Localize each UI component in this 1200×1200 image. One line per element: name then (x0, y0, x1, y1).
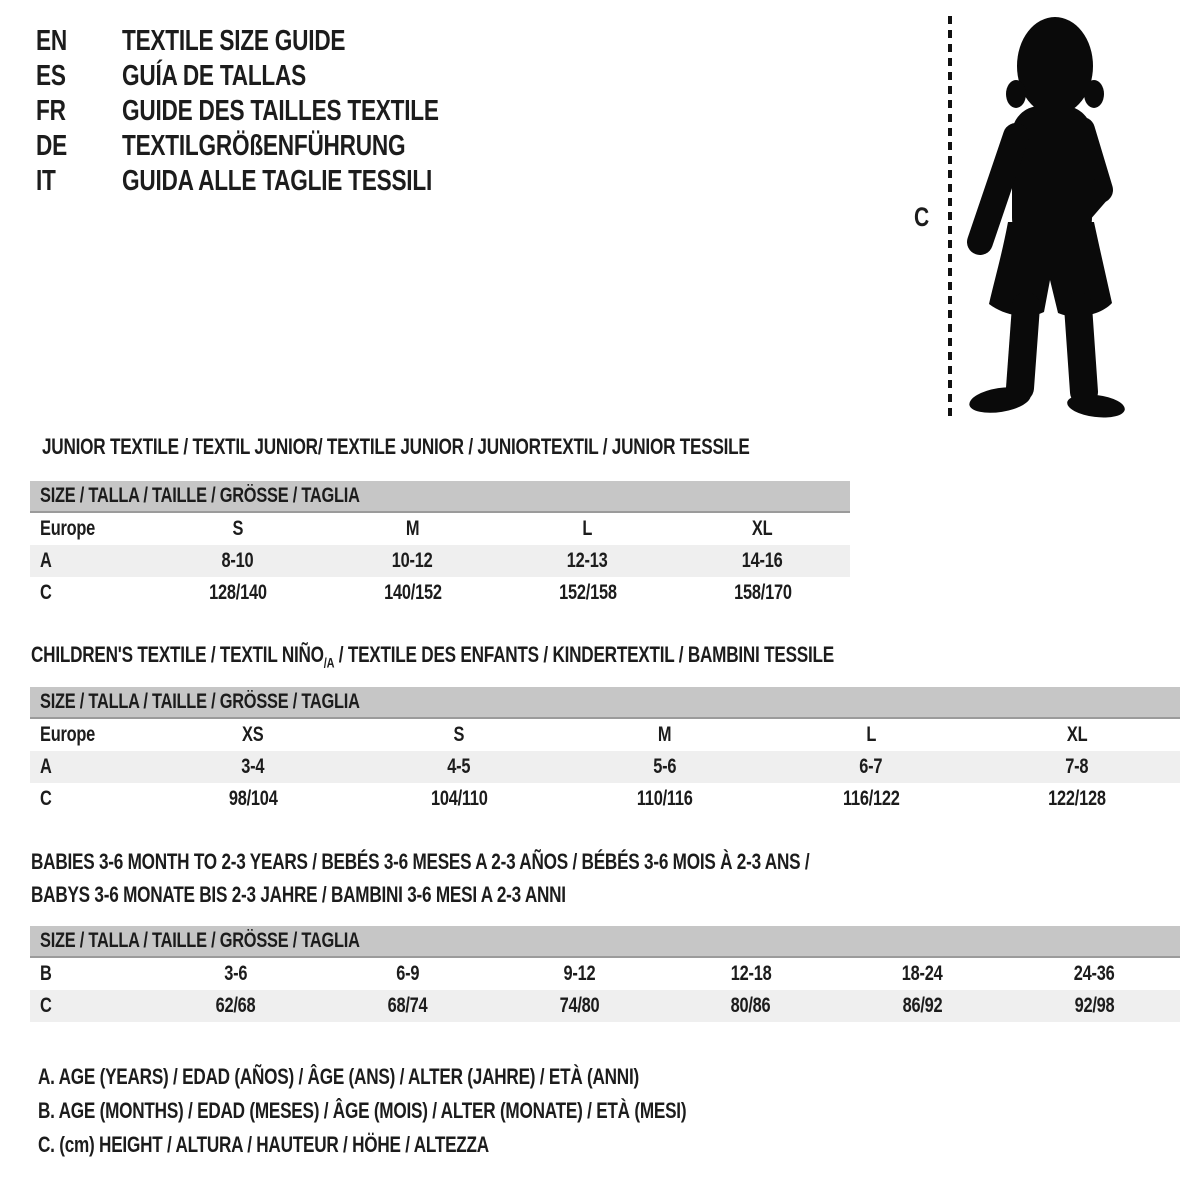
cell: 12-18 (730, 962, 772, 985)
cell: 122/128 (1048, 787, 1106, 810)
guide-title: TEXTILGRÖßENFÜHRUNG (122, 130, 406, 162)
table-header-row (30, 926, 1180, 957)
list-item (36, 129, 528, 164)
language-code: DE (36, 130, 67, 162)
cell: XS (242, 723, 264, 746)
size-header-bar: SIZE / TALLA / TAILLE / GRÖSSE / TAGLIA (30, 926, 1180, 957)
measurement-legend (38, 1064, 869, 1166)
cell: 5-6 (562, 751, 768, 783)
cell: 62/68 (150, 990, 322, 1022)
table-row-height (30, 783, 1180, 815)
size-header-bar: SIZE / TALLA / TAILLE / GRÖSSE / TAGLIA (30, 481, 850, 512)
cell: 116/122 (842, 787, 900, 810)
cell: 3-6 (224, 962, 248, 985)
legend-age-months: B. AGE (MONTHS) / EDAD (MESES) / ÂGE (MOIS) / ALTER (MONATE) / ETÀ (MESI) (38, 1098, 687, 1123)
cell: 24-36 (1073, 962, 1115, 985)
table-row-age (30, 751, 1180, 783)
language-title-list (36, 24, 528, 199)
table-row-europe (30, 718, 1180, 751)
cell: L (866, 723, 876, 746)
legend-age-years: A. AGE (YEARS) / EDAD (AÑOS) / ÂGE (ANS) / ALTER (JAHRE) / ETÀ (ANNI) (38, 1064, 639, 1089)
junior-size-table (30, 481, 850, 609)
guide-title: GUIDA ALLE TAGLIE TESSILI (122, 165, 433, 197)
guide-title: GUÍA DE TALLAS (122, 60, 306, 92)
cell: XL (752, 517, 773, 540)
row-label: Europe (40, 723, 96, 746)
title-subscript: /A (323, 654, 335, 671)
children-section-title: CHILDREN'S TEXTILE / TEXTIL $NIÑO_{/A}$ / TEXTILE DES ENFANTS / KINDERTEXTIL / BAMBINI TESSILE (31, 642, 834, 671)
cell: 18-24 (902, 962, 943, 985)
list-item (36, 164, 528, 199)
row-label: C (40, 581, 52, 604)
cell: 8-10 (150, 545, 325, 577)
cell: 110/116 (637, 787, 693, 810)
cell: 6-7 (768, 751, 974, 783)
babies-size-table (30, 926, 1180, 1022)
language-code: IT (36, 165, 56, 197)
cell: S (453, 723, 465, 746)
cell: 3-4 (150, 751, 356, 783)
size-header-bar: SIZE / TALLA / TAILLE / GRÖSSE / TAGLIA (30, 687, 1180, 718)
cell: 140/152 (383, 581, 442, 604)
cell: 128/140 (208, 581, 267, 604)
row-label: C (30, 990, 150, 1022)
cell: 6-9 (395, 962, 419, 985)
guide-title: TEXTILE SIZE GUIDE (122, 25, 346, 57)
cell: S (232, 517, 243, 540)
junior-section-title: JUNIOR TEXTILE / TEXTIL JUNIOR/ TEXTILE JUNIOR / JUNIORTEXTIL / JUNIOR TESSILE (42, 434, 750, 459)
language-code: EN (36, 25, 67, 57)
toddler-silhouette-image (962, 14, 1134, 418)
cell: 12-13 (500, 545, 675, 577)
cell: 152/158 (558, 581, 617, 604)
row-label: C (40, 787, 52, 810)
list-item (36, 94, 528, 129)
cell: M (405, 517, 420, 540)
language-code: FR (36, 95, 66, 127)
children-size-table (30, 687, 1180, 815)
babies-section-title-line1: BABIES 3-6 MONTH TO 2-3 YEARS / BEBÉS 3-6 MESES A 2-3 AÑOS / BÉBÉS 3-6 MOIS À 2-3 ANS / (31, 849, 810, 874)
height-measure-line (946, 16, 954, 418)
babies-section-title-line2: BABYS 3-6 MONATE BIS 2-3 JAHRE / BAMBINI 3-6 MESI A 2-3 ANNI (31, 882, 566, 907)
height-measure-label: C (914, 202, 929, 232)
cell: L (582, 517, 593, 540)
guide-title: GUIDE DES TAILLES TEXTILE (122, 95, 439, 127)
measurement-figure (900, 10, 1180, 425)
table-row-height (30, 990, 1180, 1022)
cell: M (658, 723, 672, 746)
cell: 7-8 (974, 751, 1180, 783)
table-header-row (30, 687, 1180, 718)
list-item (36, 24, 528, 59)
language-code: ES (36, 60, 66, 92)
table-row-months (30, 957, 1180, 990)
cell: 80/86 (665, 990, 837, 1022)
cell: 158/170 (733, 581, 792, 604)
legend-height-cm: C. (cm) HEIGHT / ALTURA / HAUTEUR / HÖHE / ALTEZZA (38, 1132, 489, 1157)
cell: 10-12 (325, 545, 500, 577)
row-label: A (30, 751, 150, 783)
cell: 14-16 (675, 545, 850, 577)
table-row-height (30, 577, 850, 609)
table-header-row (30, 481, 850, 512)
cell: 104/110 (430, 787, 488, 810)
cell: 98/104 (228, 787, 278, 810)
cell: 86/92 (837, 990, 1009, 1022)
row-label: B (40, 962, 52, 985)
table-row-age (30, 545, 850, 577)
row-label: A (30, 545, 150, 577)
table-row-europe (30, 512, 850, 545)
list-item (36, 59, 528, 94)
cell: 92/98 (1008, 990, 1180, 1022)
cell: 68/74 (322, 990, 494, 1022)
cell: XL (1066, 723, 1088, 746)
cell: 9-12 (563, 962, 596, 985)
cell: 4-5 (356, 751, 562, 783)
row-label: Europe (40, 517, 96, 540)
cell: 74/80 (493, 990, 665, 1022)
